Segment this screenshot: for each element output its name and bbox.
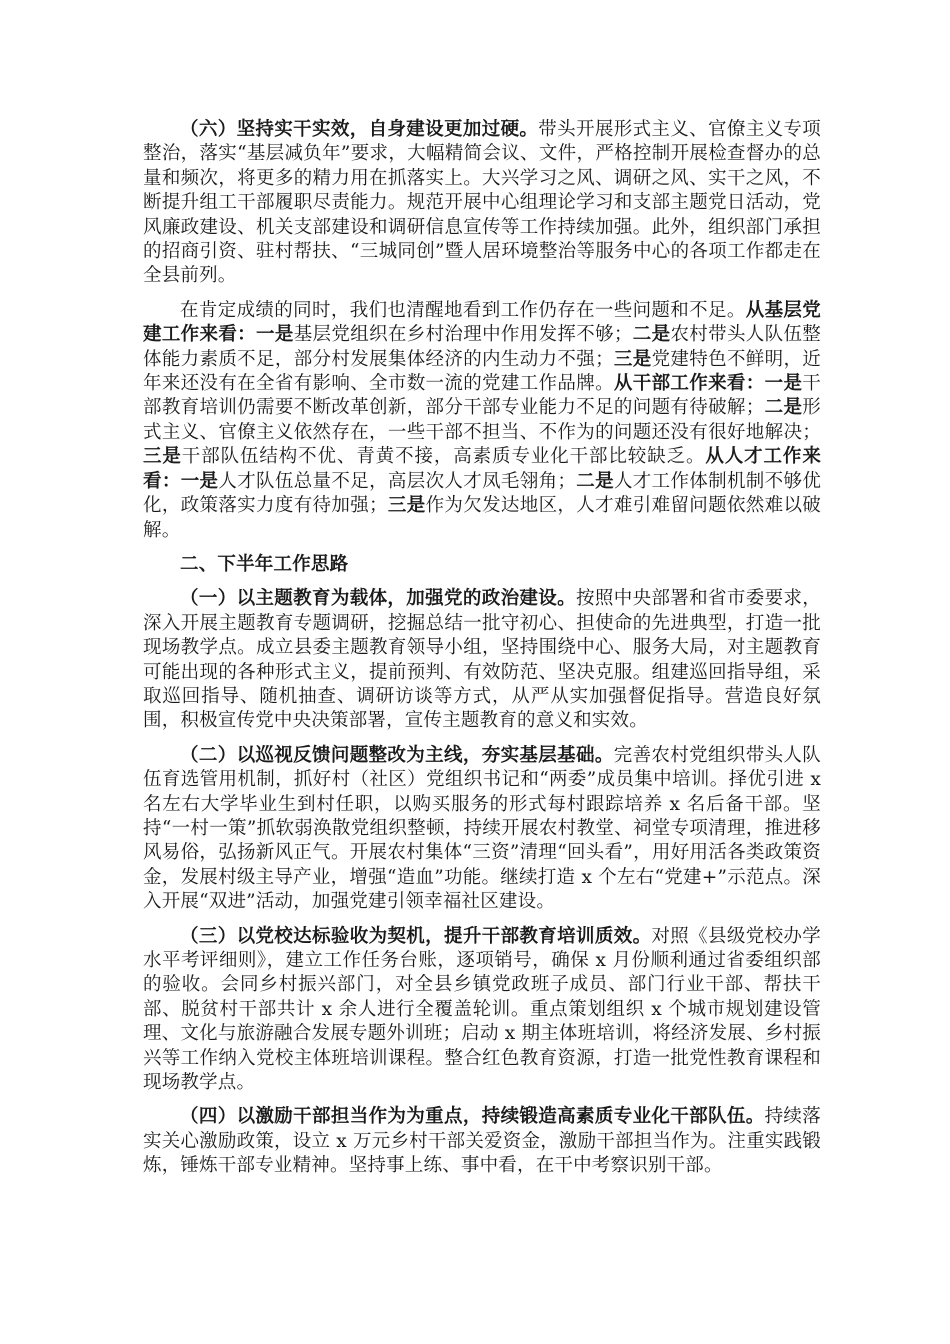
paragraph-item-1: [143, 587, 821, 733]
point-label: 二是: [632, 324, 671, 346]
subheading-talent: 从人才工作来看：: [143, 446, 822, 492]
point-text: 人才队伍总量不足，高层次人才凤毛翎角；: [218, 470, 577, 492]
paragraph-heading: （四）以激励干部担当作为为重点，持续锻造高素质专业化干部队伍。: [180, 1106, 765, 1128]
point-text: 基层党组织在乡村治理中作用发挥不够；: [293, 324, 633, 346]
paragraph-heading: （六）坚持实干实效，自身建设更加过硬。: [180, 119, 539, 140]
point-text: 干部教育培训仍需要不断改革创新，部分干部专业能力不足的问题有待破解；: [143, 373, 821, 419]
point-label: 一是: [764, 373, 803, 395]
subheading-cadre: 从干部工作来看：: [613, 373, 765, 395]
point-text: 作为欠发达地区，人才难引难留问题依然难以破解。: [143, 495, 821, 541]
point-label: 一是: [256, 324, 294, 346]
point-label: 二是: [764, 397, 803, 419]
paragraph-problems: [143, 299, 821, 543]
paragraph-heading: （三）以党校达标验收为契机，提升干部教育培训质效。: [180, 925, 652, 947]
paragraph-body: 对照《县级党校办学水平考评细则》，建立工作任务台账，逐项销号，确保 x 月份顺利通过省委组织部的验收。会同乡村振兴部门，对全县乡镇党政班子成员、部门行业干部、帮扶干部、脱贫村干部共计 x 余人进行全覆盖轮训。重点策划组织 x 个城市规划建设管理、文化与旅游融合发展专题外训班；启动 x 期主体班培训，将经济发展、乡村振兴等工作纳入党校主体班培训课程。整合红色教育资源，打造一批党性教育课程和现场教学点。: [143, 925, 821, 1094]
paragraph-body: 完善农村党组织带头人队伍育选管用机制，抓好村（社区）党组织书记和“两委”成员集中培训。择优引进 x 名左右大学毕业生到村任职，以购买服务的形式每村跟踪培养 x 名后备干部。坚持“一村一策”抓软弱涣散党组织整顿，持续开展农村教堂、祠堂专项清理，推进移风易俗，弘扬新风正气。开展农村集体“三资”清理“回头看”，用好用活各类政策资金，发展村级主导产业，增强“造血”功能。继续打造 x 个左右“党建+”示范点。深入开展“双进”活动，加强党建引领幸福社区建设。: [143, 744, 821, 913]
document-page: [143, 118, 821, 1189]
point-text: 农村带头人队伍整体能力素质不足，部分村发展集体经济的内生动力不强；: [143, 324, 822, 370]
paragraph-section-6: [143, 118, 821, 289]
paragraph-body: 带头开展形式主义、官僚主义专项整治，落实“基层减负年”要求，大幅精简会议、文件，严格控制开展检查督办的总量和频次，将更多的精力用在抓落实上。大兴学习之风、调研之风、实干之风，不断提升组工干部履职尽责能力。规范开展中心组理论学习和支部主题党日活动，党风廉政建设、机关支部建设和调研信息宣传等工作持续加强。此外，组织部门承担的招商引资、驻村帮扶、“三城同创”暨人居环境整治等服务中心的各项工作都走在全县前列。: [143, 119, 821, 287]
point-text: 形式主义、官僚主义依然存在，一些干部不担当、不作为的问题还没有很好地解决；: [143, 397, 821, 443]
point-label: 三是: [143, 446, 182, 468]
paragraph-item-4: [143, 1105, 821, 1178]
paragraph-body: 持续落实关心激励政策，设立 x 万元乡村干部关爱资金，激励干部担当作为。注重实践锻炼，锤炼干部专业精神。坚持事上练、事中看，在干中考察识别干部。: [143, 1106, 821, 1177]
paragraph-item-2: [143, 744, 821, 915]
paragraph-heading: （二）以巡视反馈问题整改为主线，夯实基层基础。: [180, 744, 614, 766]
section-heading: 二、下半年工作思路: [180, 553, 349, 575]
point-label: 三是: [613, 348, 652, 370]
point-label: 一是: [180, 470, 219, 492]
paragraph-heading: （一）以主题教育为载体，加强党的政治建设。: [180, 588, 577, 610]
point-label: 三是: [387, 495, 426, 517]
point-text: 人才工作体制机制不够优化，政策落实力度有待加强；: [143, 470, 822, 517]
point-text: 干部队伍结构不优、青黄不接，高素质专业化干部比较缺乏。: [181, 446, 706, 468]
paragraph-text: 在肯定成绩的同时，我们也清醒地看到工作仍存在一些问题和不足。: [180, 299, 746, 321]
paragraph-item-3: [143, 925, 821, 1096]
subheading-grassroots: 从基层党建工作来看：: [143, 299, 821, 346]
paragraph-body: 按照中央部署和省市委要求，深入开展主题教育专题调研，挖掘总结一批守初心、担使命的先进典型，打造一批现场教学点。成立县委主题教育领导小组，坚持围绕中心、服务大局，对主题教育可能出现的各种形式主义，提前预判、有效防范、坚决克服。组建巡回指导组，采取巡回指导、随机抽查、调研访谈等方式，从严从实加强督促指导。营造良好氛围，积极宣传党中央决策部署，宣传主题教育的意义和实效。: [143, 588, 822, 732]
point-label: 二是: [576, 470, 614, 492]
point-text: 党建特色不鲜明，近年来还没有在全省有影响、全市数一流的党建工作品牌。: [143, 348, 821, 395]
